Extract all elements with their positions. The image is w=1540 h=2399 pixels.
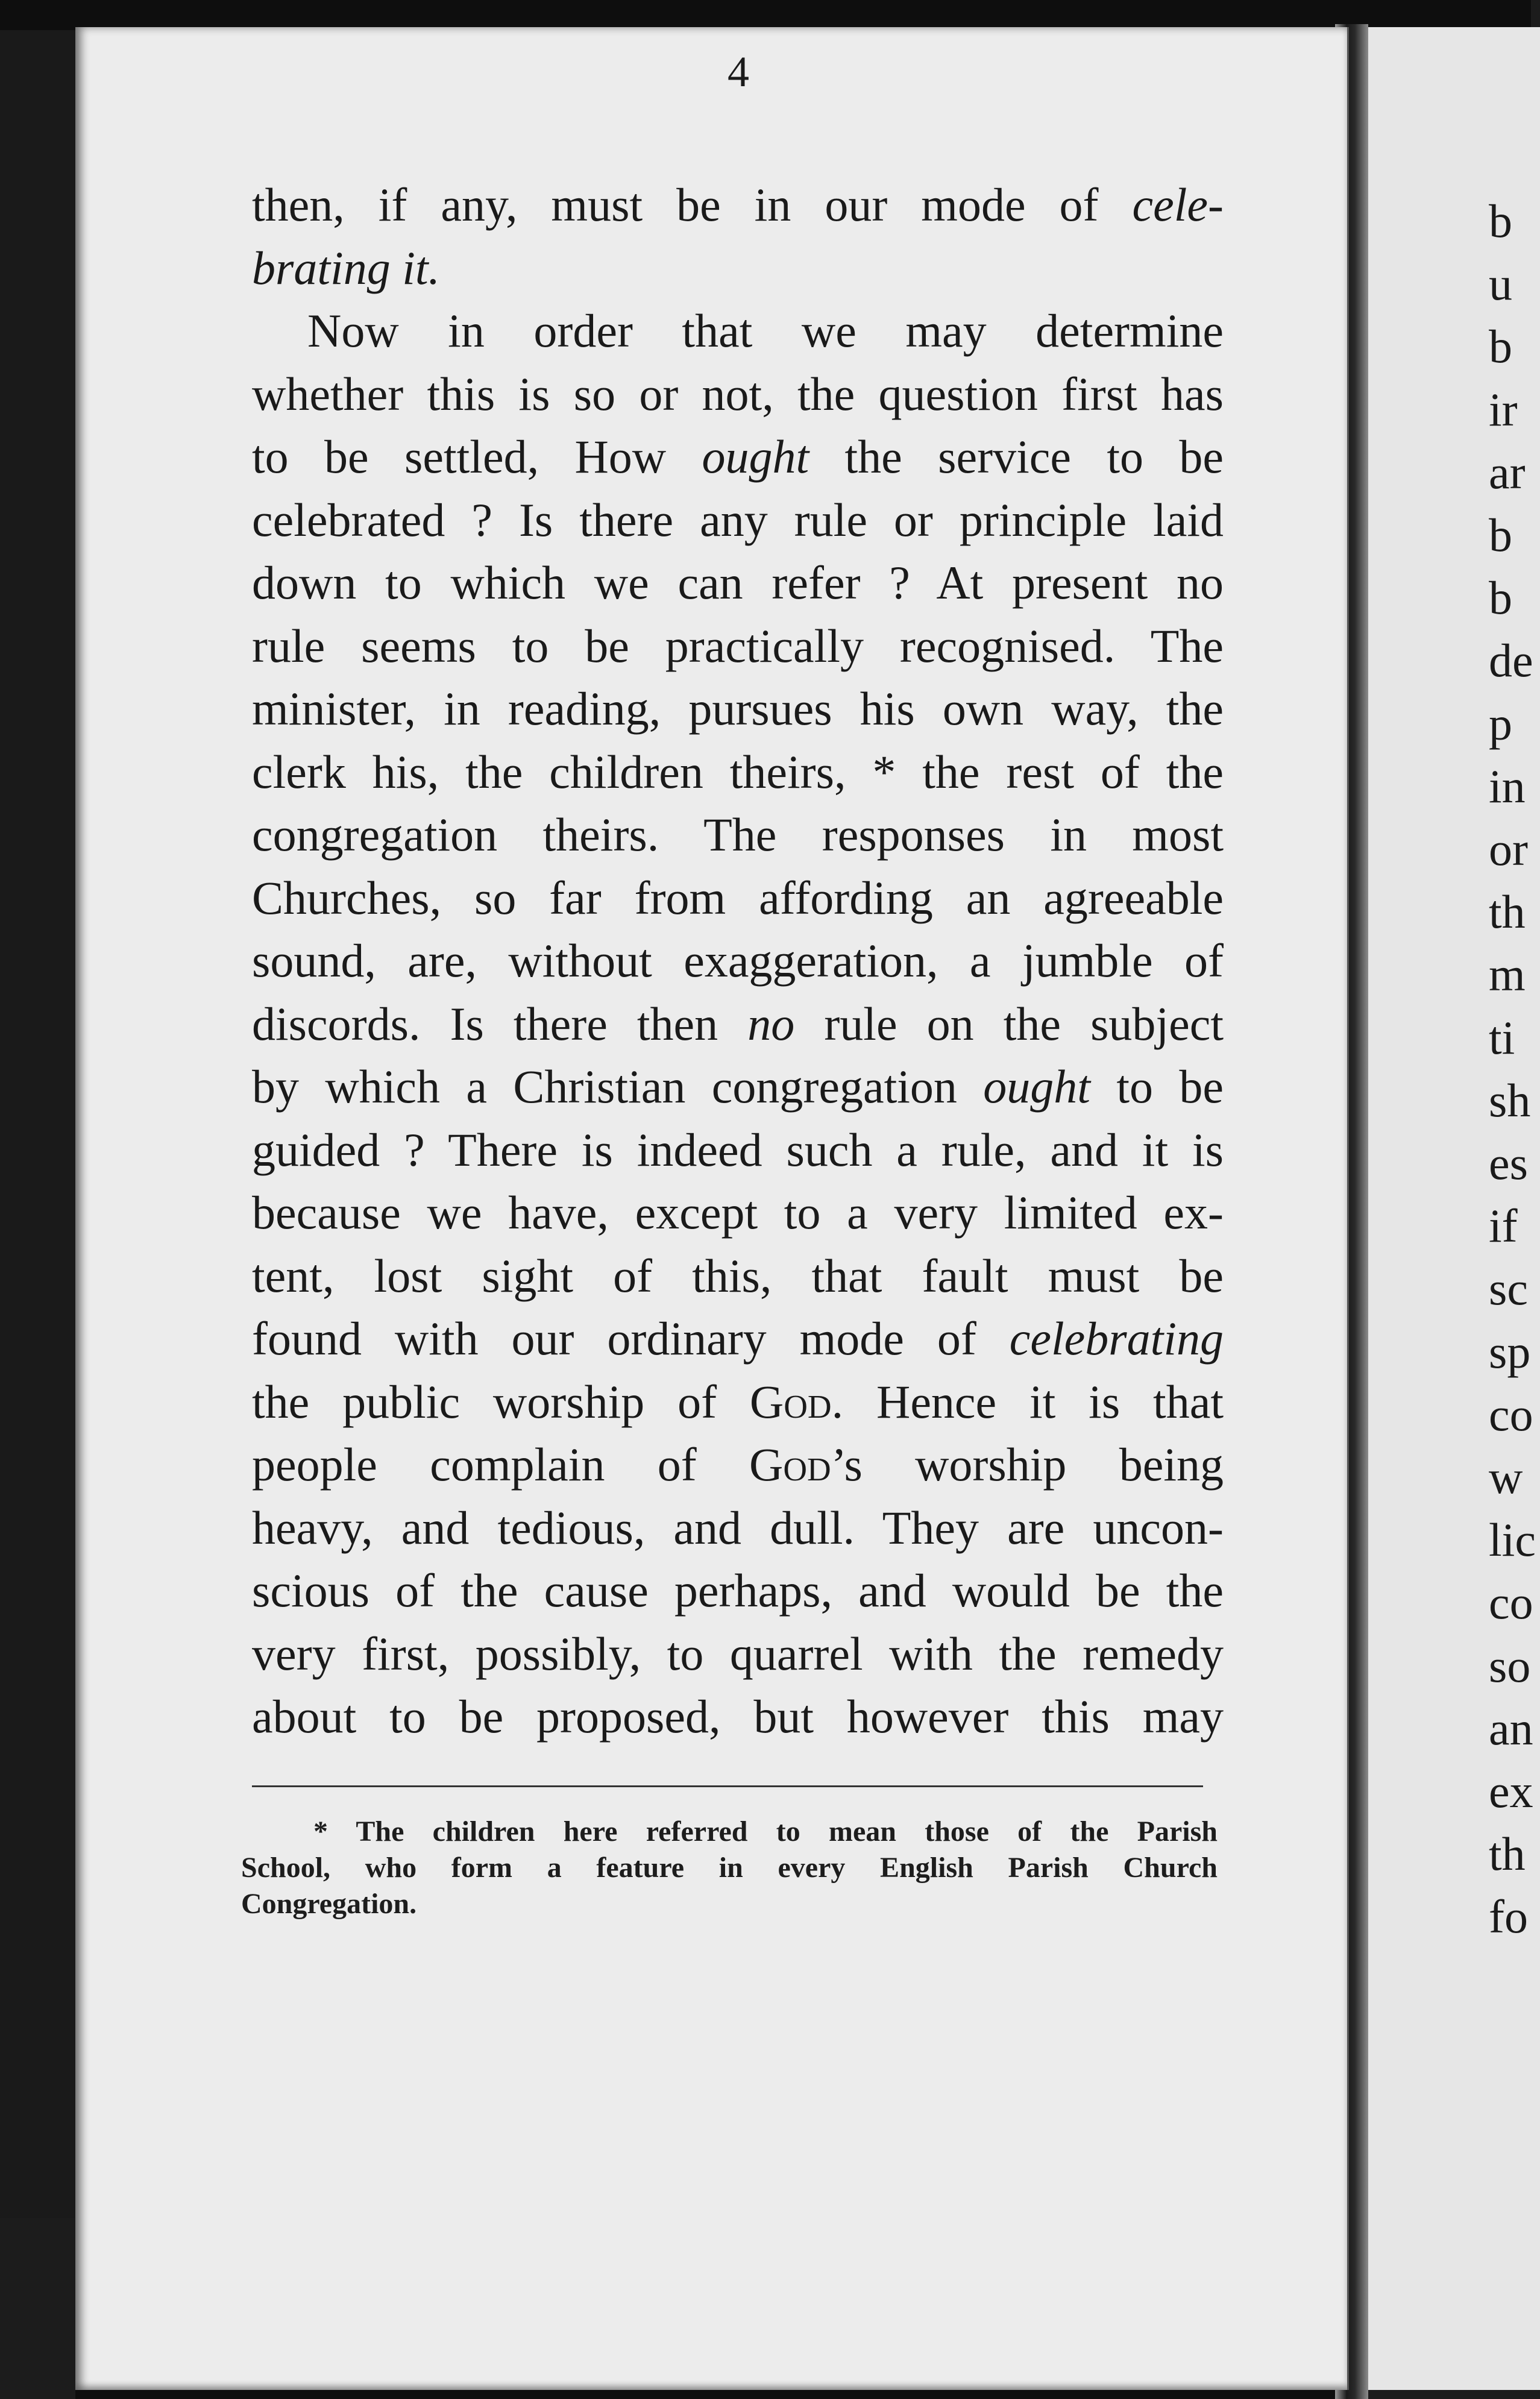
text-run: about to be proposed, but however this may — [252, 1690, 1224, 1743]
facing-page-fragment: ar — [1489, 445, 1526, 498]
text-run: whether this is so or not, the question first has — [252, 367, 1224, 420]
text-line — [252, 1623, 1224, 1685]
text-run: because we have, except to a very limited ex- — [252, 1186, 1224, 1239]
text-line — [252, 552, 1224, 614]
text-run: down to which we can refer ? At present no — [252, 556, 1224, 609]
facing-page-fragment: lic — [1489, 1514, 1536, 1567]
text-run: Churches, so far from affording an agreeable — [252, 871, 1224, 924]
text-line — [252, 678, 1224, 740]
facing-page-fragment: co — [1489, 1388, 1533, 1441]
italic-text: ought — [983, 1060, 1090, 1113]
text-line — [252, 803, 1224, 866]
text-run: the public worship of — [252, 1375, 750, 1428]
text-line — [252, 1307, 1224, 1370]
text-run: by which a Christian congregation — [252, 1060, 984, 1113]
facing-page-fragment: b — [1489, 571, 1512, 624]
facing-page-fragment: m — [1489, 948, 1526, 1001]
facing-page-fragment: th — [1489, 1828, 1526, 1881]
text-run: minister, in reading, pursues his own way, the — [252, 682, 1224, 735]
text-run: guided ? There is indeed such a rule, and it is — [252, 1123, 1224, 1176]
text-run: discords. Is there then — [252, 997, 748, 1050]
text-line — [252, 1245, 1224, 1307]
footnote-line: * The children here referred to mean those of the Parish — [313, 1816, 1218, 1847]
text-line — [252, 741, 1224, 803]
text-run: clerk his, the children theirs, * the rest of the — [252, 745, 1224, 798]
facing-page-fragment: an — [1489, 1702, 1533, 1755]
text-line — [252, 867, 1224, 929]
text-run: congregation theirs. The responses in most — [252, 808, 1224, 861]
footnote-line: Congregation. — [241, 1888, 417, 1920]
text-run: to be settled, How — [252, 430, 702, 483]
facing-page-fragment: de — [1489, 634, 1533, 687]
text-line — [252, 1119, 1224, 1181]
small-caps-text: God — [749, 1438, 831, 1491]
text-line — [252, 1685, 1224, 1748]
facing-page-fragment: if — [1489, 1200, 1518, 1253]
facing-page-fragment: ti — [1489, 1011, 1515, 1064]
text-run: sound, are, without exaggeration, a jumble of — [252, 934, 1224, 987]
text-run: scious of the cause perhaps, and would be the — [252, 1564, 1224, 1617]
facing-page-fragment: sh — [1489, 1074, 1531, 1127]
text-line — [252, 363, 1224, 426]
text-line — [252, 615, 1224, 678]
facing-page-fragment: sp — [1489, 1325, 1531, 1378]
facing-page-fragment: sc — [1489, 1262, 1528, 1315]
italic-text: cele- — [1132, 178, 1224, 231]
facing-page-fragment: ex — [1489, 1765, 1533, 1817]
facing-page-fragment: p — [1489, 697, 1512, 750]
footnote-separator — [252, 1785, 1203, 1787]
text-line — [252, 1497, 1224, 1559]
text-line — [252, 1559, 1224, 1622]
facing-page-fragment: b — [1489, 195, 1512, 247]
text-line — [307, 300, 1224, 362]
text-line — [252, 1181, 1224, 1244]
facing-page-fragment: fo — [1489, 1890, 1528, 1943]
text-line — [252, 993, 1224, 1055]
facing-page-fragment: u — [1489, 257, 1512, 310]
text-run: then, if any, must be in our mode of — [252, 178, 1133, 231]
text-run: rule seems to be practically recognised. The — [252, 619, 1224, 672]
text-line — [252, 1055, 1224, 1118]
facing-page-fragment: th — [1489, 885, 1526, 939]
facing-page-fragment: in — [1489, 759, 1526, 813]
page-number: 4 — [728, 48, 749, 96]
text-line — [252, 426, 1224, 488]
italic-text: brating it. — [252, 241, 441, 294]
text-run: found with our ordinary mode of — [252, 1312, 1010, 1365]
text-run: rule on the subject — [794, 997, 1224, 1050]
text-line — [252, 929, 1224, 992]
text-line — [252, 237, 1224, 300]
text-run: Now in order that we may determine — [307, 304, 1224, 357]
text-line — [252, 174, 1224, 236]
text-run: ’s worship being — [831, 1438, 1224, 1491]
text-run: tent, lost sight of this, that fault must be — [252, 1249, 1224, 1302]
text-run: the service to be — [809, 430, 1224, 483]
facing-page-fragment: es — [1489, 1137, 1528, 1189]
text-line — [252, 489, 1224, 552]
facing-page-fragment: b — [1489, 320, 1512, 373]
facing-page-fragment: or — [1489, 823, 1528, 875]
text-line — [252, 1371, 1224, 1433]
italic-text: ought — [702, 430, 809, 483]
facing-page-fragment: co — [1489, 1576, 1533, 1629]
text-run: heavy, and tedious, and dull. They are uncon- — [252, 1501, 1224, 1554]
facing-page-fragment: b — [1489, 509, 1512, 561]
text-run: . Hence it is that — [831, 1375, 1224, 1428]
small-caps-text: God — [749, 1375, 832, 1428]
footnote-line: School, who form a feature in every English Parish Church — [241, 1852, 1218, 1884]
facing-page-fragment: so — [1489, 1639, 1531, 1692]
text-run: celebrated ? Is there any rule or principle laid — [252, 493, 1224, 546]
text-run: very first, possibly, to quarrel with the remedy — [252, 1627, 1224, 1680]
text-line — [252, 1433, 1224, 1496]
italic-text: celebrating — [1009, 1312, 1224, 1365]
italic-text: no — [747, 997, 795, 1050]
text-run: to be — [1090, 1060, 1224, 1113]
text-run: people complain of — [252, 1438, 749, 1491]
facing-page-fragment: ir — [1489, 383, 1518, 436]
facing-page-fragment: w — [1489, 1451, 1523, 1503]
